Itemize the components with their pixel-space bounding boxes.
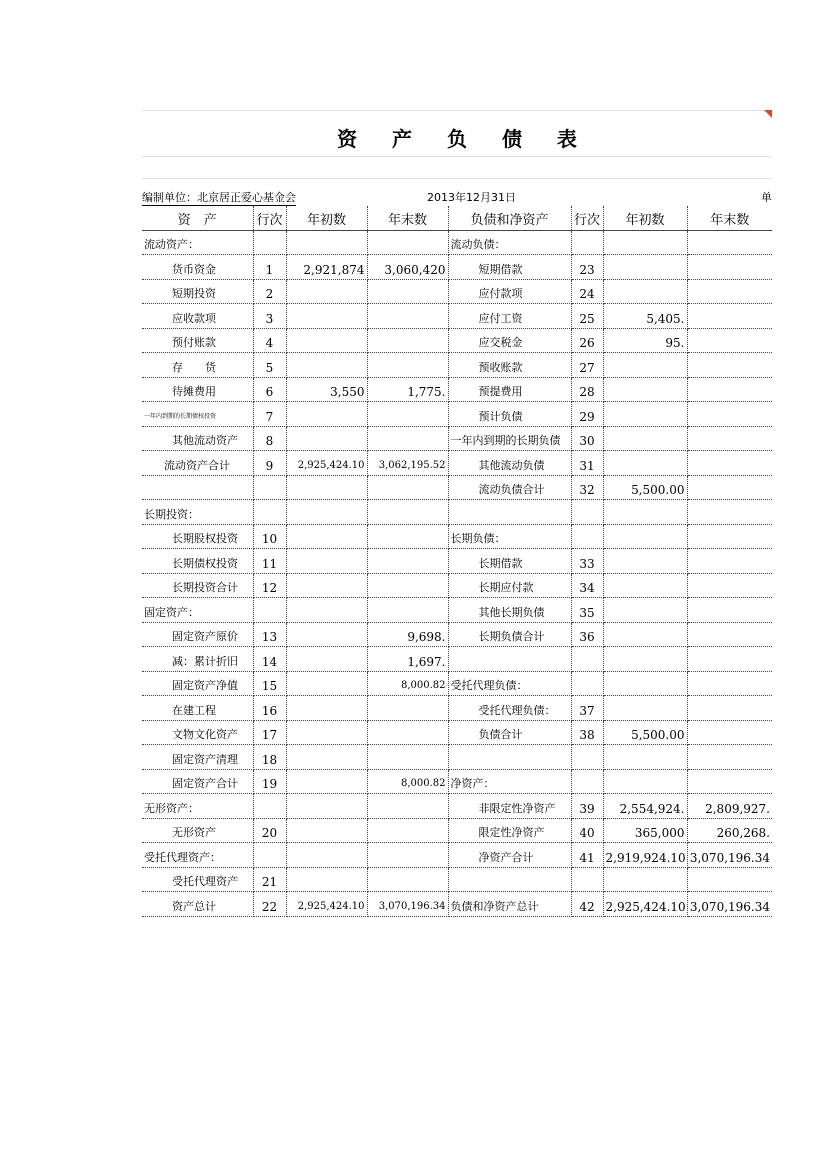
amount-cell [286,622,367,647]
amount-cell [603,647,687,672]
amount-cell: 3,550 [286,377,367,402]
row-number-cell: 30 [571,426,603,451]
amount-cell [286,500,367,525]
row-number-cell: 8 [253,426,286,451]
amount-cell [286,353,367,378]
item-label-cell [448,745,571,770]
row-number-cell: 6 [253,377,286,402]
amount-cell [603,377,687,402]
row-number-cell: 25 [571,304,603,329]
amount-cell: 3,070,196.34 [367,892,448,917]
column-header: 资 产 [142,206,253,230]
item-label-cell: 其他流动资产 [142,426,253,451]
item-label-cell: 固定资产清理 [142,745,253,770]
table-row [142,304,772,329]
amount-cell: 95. [603,328,687,353]
table-row [142,524,772,549]
row-number-cell: 17 [253,720,286,745]
amount-cell [687,402,772,427]
item-label-cell: 应收款项 [142,304,253,329]
row-number-cell: 31 [571,451,603,476]
amount-cell [286,402,367,427]
row-number-cell: 15 [253,671,286,696]
table-row [142,794,772,819]
table-row [142,500,772,525]
amount-cell [687,696,772,721]
amount-cell [687,426,772,451]
table-row [142,598,772,623]
amount-cell: 1,697. [367,647,448,672]
amount-cell [603,353,687,378]
item-label-cell [448,500,571,525]
item-label-cell: 固定资产： [142,598,253,623]
item-label-cell: 短期借款 [448,255,571,280]
row-number-cell: 26 [571,328,603,353]
amount-cell [687,671,772,696]
item-label-cell: 长期负债合计 [448,622,571,647]
amount-cell [687,377,772,402]
row-number-cell: 37 [571,696,603,721]
amount-cell [603,549,687,574]
amount-cell [687,720,772,745]
table-row [142,892,772,917]
amount-cell [603,598,687,623]
item-label-cell: 固定资产净值 [142,671,253,696]
table-row [142,328,772,353]
item-label-cell: 应付工资 [448,304,571,329]
row-number-cell [571,524,603,549]
amount-cell [687,622,772,647]
amount-cell: 1,775. [367,377,448,402]
item-label-cell: 长期投资： [142,500,253,525]
table-row [142,843,772,868]
amount-cell [367,867,448,892]
item-label-cell: 限定性净资产 [448,818,571,843]
table-row [142,426,772,451]
item-label-cell: 受托代理负债： [448,671,571,696]
report-date: 2013年12月31日 [427,191,516,204]
row-number-cell [571,500,603,525]
amount-cell: 2,925,424.10 [603,892,687,917]
amount-cell [286,279,367,304]
amount-cell [367,426,448,451]
amount-cell [367,230,448,255]
table-row [142,573,772,598]
amount-cell [286,328,367,353]
item-label-cell: 无形资产： [142,794,253,819]
row-number-cell: 20 [253,818,286,843]
amount-cell [286,843,367,868]
amount-cell [286,230,367,255]
amount-cell [286,818,367,843]
row-number-cell: 24 [571,279,603,304]
amount-cell: 2,925,424.10 [286,451,367,476]
title-divider [142,156,772,157]
table-row [142,549,772,574]
item-label-cell: 预付账款 [142,328,253,353]
row-number-cell: 33 [571,549,603,574]
table-row [142,818,772,843]
amount-cell [687,769,772,794]
amount-cell: 8,000.82 [367,671,448,696]
row-number-cell: 10 [253,524,286,549]
item-label-cell: 应交税金 [448,328,571,353]
amount-cell [367,696,448,721]
item-label-cell: 其他长期负债 [448,598,571,623]
row-number-cell: 5 [253,353,286,378]
amount-cell: 2,921,874 [286,255,367,280]
amount-cell [603,402,687,427]
column-header: 年初数 [603,206,687,230]
item-label-cell: 其他流动负债 [448,451,571,476]
amount-cell [603,696,687,721]
row-number-cell: 3 [253,304,286,329]
amount-cell [687,867,772,892]
amount-cell [603,255,687,280]
amount-cell: 5,500.00 [603,720,687,745]
amount-cell [286,696,367,721]
amount-cell [687,549,772,574]
row-number-cell [253,500,286,525]
table-row [142,377,772,402]
row-number-cell: 7 [253,402,286,427]
amount-cell [367,720,448,745]
amount-cell [367,818,448,843]
item-label-cell: 长期应付款 [448,573,571,598]
item-label-cell: 长期投资合计 [142,573,253,598]
amount-cell: 3,060,420 [367,255,448,280]
table-row [142,255,772,280]
column-header: 年末数 [687,206,772,230]
amount-cell [286,647,367,672]
amount-cell [687,745,772,770]
amount-cell: 2,925,424.10 [286,892,367,917]
amount-cell [367,524,448,549]
amount-cell [367,353,448,378]
amount-cell [286,720,367,745]
balance-table [142,206,772,917]
column-header: 行次 [571,206,603,230]
amount-cell [367,573,448,598]
row-number-cell: 42 [571,892,603,917]
amount-cell [603,622,687,647]
row-number-cell: 35 [571,598,603,623]
row-number-cell [571,647,603,672]
item-label-cell: 货币资金 [142,255,253,280]
amount-cell [603,426,687,451]
item-label-cell: 非限定性净资产 [448,794,571,819]
amount-cell [367,794,448,819]
item-label-cell: 减：累计折旧 [142,647,253,672]
amount-cell [367,402,448,427]
amount-cell [687,598,772,623]
row-number-cell [253,843,286,868]
row-number-cell: 28 [571,377,603,402]
row-number-cell: 41 [571,843,603,868]
row-number-cell: 16 [253,696,286,721]
amount-cell [687,573,772,598]
amount-cell: 2,919,924.10 [603,843,687,868]
row-number-cell [571,230,603,255]
row-number-cell: 27 [571,353,603,378]
item-label-cell: 一年内到期的长期债权投资 [142,402,253,427]
amount-cell: 365,000 [603,818,687,843]
row-number-cell: 39 [571,794,603,819]
amount-cell: 5,405. [603,304,687,329]
unit-label-cut: 单 [761,191,772,204]
row-number-cell: 38 [571,720,603,745]
row-number-cell [571,769,603,794]
row-number-cell: 36 [571,622,603,647]
table-row [142,451,772,476]
amount-cell [367,279,448,304]
row-number-cell: 11 [253,549,286,574]
amount-cell [603,769,687,794]
amount-cell [687,524,772,549]
table-row [142,696,772,721]
amount-cell [367,598,448,623]
amount-cell [687,304,772,329]
row-number-cell [571,671,603,696]
meta-divider [142,178,772,179]
amount-cell [687,230,772,255]
amount-cell [603,451,687,476]
row-number-cell: 13 [253,622,286,647]
item-label-cell: 待摊费用 [142,377,253,402]
item-label-cell: 长期负债： [448,524,571,549]
item-label-cell: 固定资产原价 [142,622,253,647]
amount-cell [687,353,772,378]
item-label-cell: 固定资产合计 [142,769,253,794]
table-row [142,647,772,672]
amount-cell [367,745,448,770]
table-row [142,475,772,500]
column-header: 年末数 [367,206,448,230]
amount-cell [603,745,687,770]
row-number-cell: 4 [253,328,286,353]
amount-cell [286,304,367,329]
table-row [142,720,772,745]
amount-cell [687,500,772,525]
amount-cell [687,647,772,672]
amount-cell [687,451,772,476]
item-label-cell: 资产总计 [142,892,253,917]
row-number-cell: 21 [253,867,286,892]
amount-cell [286,524,367,549]
item-label-cell [142,475,253,500]
table-row [142,230,772,255]
amount-cell [286,867,367,892]
amount-cell [603,573,687,598]
amount-cell [367,304,448,329]
amount-cell [286,573,367,598]
row-number-cell [253,794,286,819]
amount-cell: 3,070,196.34 [687,843,772,868]
amount-cell: 2,809,927. [687,794,772,819]
amount-cell: 2,554,924. [603,794,687,819]
row-number-cell: 22 [253,892,286,917]
item-label-cell: 负债合计 [448,720,571,745]
row-number-cell: 1 [253,255,286,280]
item-label-cell: 流动资产合计 [142,451,253,476]
amount-cell: 3,070,196.34 [687,892,772,917]
row-number-cell: 18 [253,745,286,770]
item-label-cell: 流动资产： [142,230,253,255]
item-label-cell: 长期借款 [448,549,571,574]
amount-cell [286,549,367,574]
row-number-cell: 32 [571,475,603,500]
row-number-cell [571,745,603,770]
amount-cell [687,279,772,304]
amount-cell [603,279,687,304]
table-row [142,279,772,304]
item-label-cell: 流动负债： [448,230,571,255]
amount-cell [603,524,687,549]
amount-cell [687,328,772,353]
table-row [142,671,772,696]
row-number-cell: 19 [253,769,286,794]
item-label-cell: 预计负债 [448,402,571,427]
row-number-cell: 34 [571,573,603,598]
amount-cell [286,794,367,819]
item-label-cell: 预收账款 [448,353,571,378]
amount-cell [286,671,367,696]
table-row [142,867,772,892]
item-label-cell: 受托代理负债： [448,696,571,721]
row-number-cell [253,475,286,500]
table-row [142,353,772,378]
item-label-cell: 在建工程 [142,696,253,721]
amount-cell [367,475,448,500]
amount-cell [286,598,367,623]
column-header: 负债和净资产 [448,206,571,230]
amount-cell [687,255,772,280]
row-number-cell: 23 [571,255,603,280]
item-label-cell: 负债和净资产总计 [448,892,571,917]
amount-cell [286,426,367,451]
row-number-cell: 40 [571,818,603,843]
row-number-cell [253,598,286,623]
row-number-cell: 9 [253,451,286,476]
sheet-title: 资 产 负 债 表 [337,126,591,151]
amount-cell [286,745,367,770]
column-header: 行次 [253,206,286,230]
amount-cell [286,475,367,500]
amount-cell [603,867,687,892]
amount-cell [603,230,687,255]
item-label-cell: 长期股权投资 [142,524,253,549]
item-label-cell: 受托代理资产： [142,843,253,868]
header-row [142,206,772,230]
row-number-cell: 2 [253,279,286,304]
amount-cell [367,843,448,868]
item-label-cell: 流动负债合计 [448,475,571,500]
item-label-cell: 应付款项 [448,279,571,304]
item-label-cell: 净资产： [448,769,571,794]
amount-cell [687,475,772,500]
amount-cell [367,549,448,574]
item-label-cell: 无形资产 [142,818,253,843]
item-label-cell: 预提费用 [448,377,571,402]
table-row [142,622,772,647]
column-header: 年初数 [286,206,367,230]
amount-cell [603,671,687,696]
item-label-cell [448,647,571,672]
item-label-cell: 受托代理资产 [142,867,253,892]
amount-cell [367,500,448,525]
item-label-cell: 长期债权投资 [142,549,253,574]
amount-cell [603,500,687,525]
amount-cell: 5,500.00 [603,475,687,500]
row-number-cell [571,867,603,892]
row-number-cell: 29 [571,402,603,427]
row-number-cell: 12 [253,573,286,598]
item-label-cell: 文物文化资产 [142,720,253,745]
amount-cell [367,328,448,353]
amount-cell: 8,000.82 [367,769,448,794]
row-number-cell [253,230,286,255]
item-label-cell: 一年内到期的长期负债 [448,426,571,451]
row-number-cell: 14 [253,647,286,672]
item-label-cell: 存 货 [142,353,253,378]
reporting-unit: 编制单位：北京居正爱心基金会 [142,191,296,204]
table-row [142,769,772,794]
amount-cell: 260,268. [687,818,772,843]
amount-cell: 9,698. [367,622,448,647]
amount-cell [286,769,367,794]
item-label-cell [448,867,571,892]
item-label-cell: 短期投资 [142,279,253,304]
table-row [142,745,772,770]
amount-cell: 3,062,195.52 [367,451,448,476]
item-label-cell: 净资产合计 [448,843,571,868]
table-row [142,402,772,427]
